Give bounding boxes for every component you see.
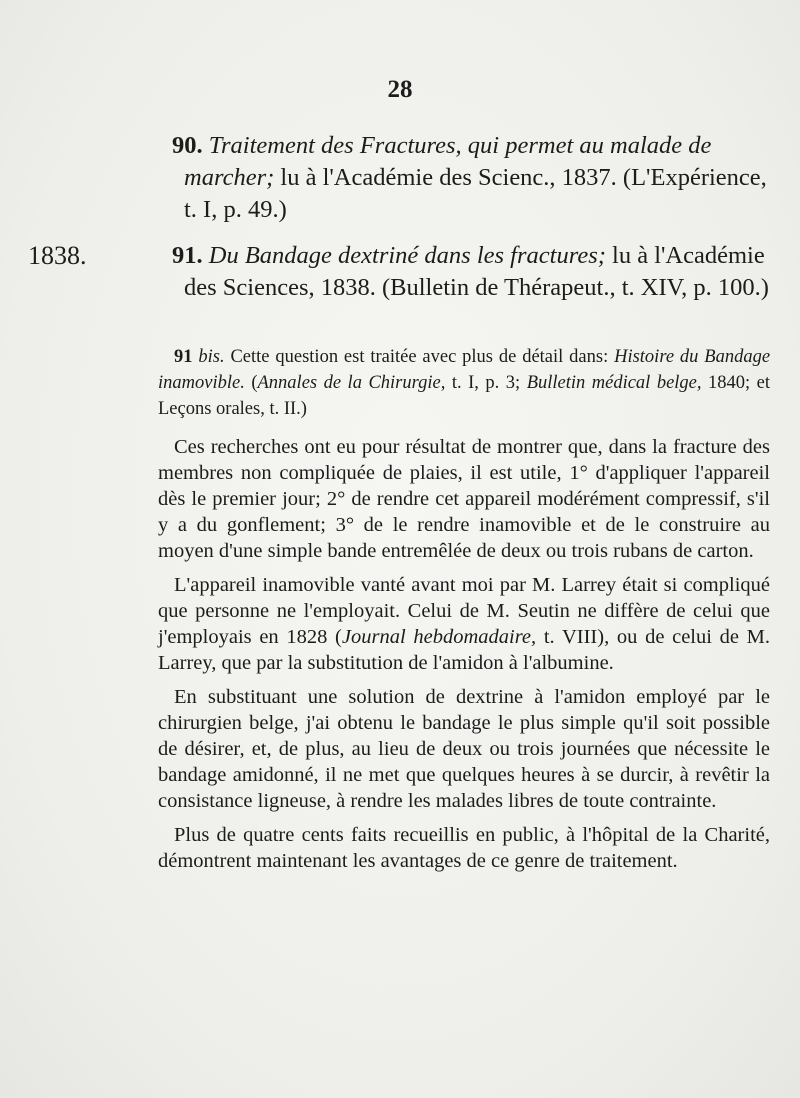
entry-91-bis-suffix: bis. [198,347,225,367]
entry-91-bis-italic1: Histoire du Bandage inamovible. [158,347,771,393]
entry-91-number: 91. [172,242,203,269]
paragraph-2-b: t. VIII), ou de celui de M. Larrey, que par la substitution de l'amidon à l'albumine. [158,626,771,674]
paragraph-3: En substituant une solution de dextrine à l'amidon employé par le chirurgien belge, j'ai obtenu le bandage le plus simple qu'il soit possible de désirer, et, de plus, au lieu de deux ou trois journées que nécessite le bandage amidonné, il ne met que quelques heures à se durcir, à revêtir la consistance ligneuse, à rendre les malades libres de toute contrainte. [158,686,770,812]
entry-90-number: 90. [172,132,203,159]
entry-91-bis-text2: ( [251,373,258,393]
paragraph-2 [158,572,770,676]
entry-91-bis-italic2: Annales de la Chirurgie, [257,373,446,393]
paragraph-1: Ces recherches ont eu pour résultat de montrer que, dans la fracture des membres non compliquée de plaies, il est utile, 1° d'appliquer l'appareil dès le premier jour; 2° de rendre cet appareil modérément compressif, s'il y a du gonflement; 3° de le rendre inamovible et de le construire au moyen d'une simple bande entremêlée de deux ou trois rubans de carton. [158,436,770,562]
entry-91-title: Du Bandage dextriné dans les fractures; [208,242,606,269]
paragraph-4: Plus de quatre cents faits recueillis en public, à l'hôpital de la Charité, démontrent maintenant les avantages de ce genre de traitement. [158,824,770,872]
entry-91 [172,240,780,304]
body-paragraphs [158,434,770,882]
margin-year: 1838. [28,241,87,270]
paragraph-2-italic: Journal hebdomadaire, [341,626,537,648]
entry-91-bis-text1: Cette question est traitée avec plus de détail dans: [230,347,609,367]
entry-91-bis [158,344,770,422]
entry-91-rest: lu à l'Académie des Sciences, 1838. (Bulletin de Thérapeut., t. XIV, p. 100.) [184,242,769,301]
entry-90 [172,130,780,226]
entry-91-bis-text4: 1840; et Leçons orales, t. II.) [158,373,771,419]
entry-91-bis-italic3: Bulletin médical belge, [526,373,702,393]
entry-91-bis-text3: t. I, p. 3; [451,373,521,393]
entry-91-bis-number: 91 [174,347,193,367]
page-number: 28 [387,76,413,103]
entry-90-title: Traitement des Fractures, qui permet au malade de marcher; [184,132,712,191]
entry-90-rest: lu à l'Académie des Scienc., 1837. (L'Expérience, t. I, p. 49.) [184,164,767,223]
paragraph-2-a: L'appareil inamovible vanté avant moi par M. Larrey était si compliqué que personne ne l'employait. Celui de M. Seutin ne diffère de celui que j'employais en 1828 ( [158,574,770,648]
